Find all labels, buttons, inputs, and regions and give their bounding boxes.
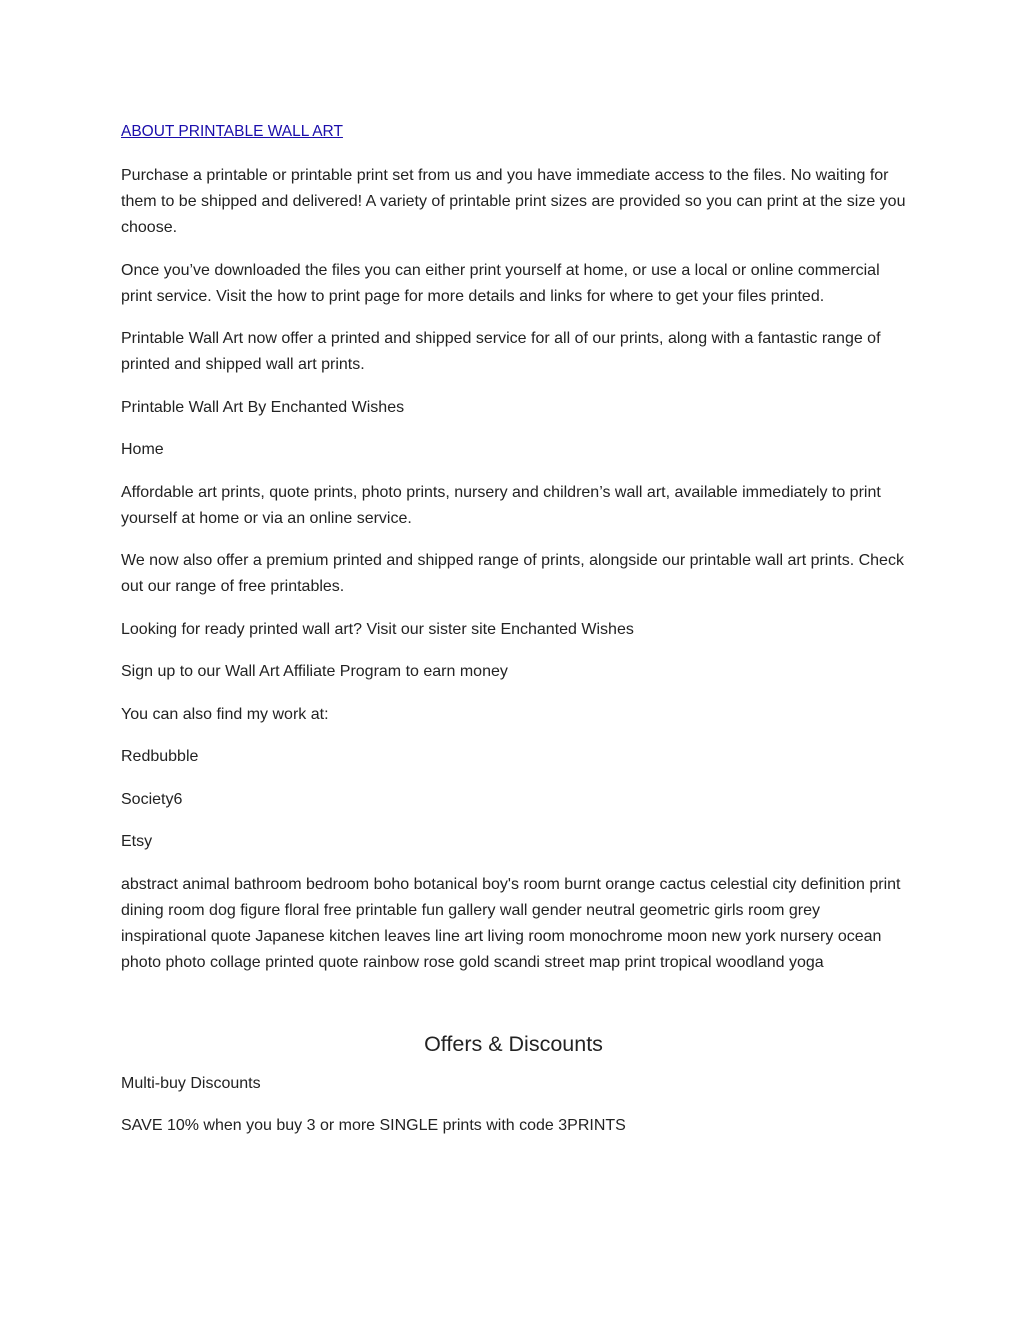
home-text: Home (121, 441, 164, 458)
sister-site-text: Looking for ready printed wall art? Visit our sister site Enchanted Wishes (121, 620, 634, 638)
site-name-text: Printable Wall Art By Enchanted Wishes (121, 398, 405, 416)
redbubble-text: Redbubble (121, 748, 199, 765)
premium-range-paragraph: We now also offer a premium printed and shipped range of prints, alongside our printable wall art prints. Check out our range of free printables. (121, 552, 904, 595)
intro-paragraph: Purchase a printable or printable print set from us and you have immediate access to the files. No waiting for them to be shipped and delivered! A variety of printable print sizes are provided so you can print at the size you choose. (121, 167, 906, 236)
etsy-text: Etsy (121, 833, 153, 850)
find-my-work-text: You can also find my work at: (121, 705, 329, 723)
affordable-prints-paragraph: Affordable art prints, quote prints, photo prints, nursery and children’s wall art, available immediately to print yourself at home or via an online service. (121, 483, 881, 527)
printed-service-paragraph: Printable Wall Art now offer a printed and shipped service for all of our prints, along with a fantastic range of printed and shipped wall art prints. (121, 330, 881, 373)
tag-list-paragraph: abstract animal bathroom bedroom boho botanical boy's room burnt orange cactus celestial city definition print dining room dog figure floral free printable fun gallery wall gender neutral geometric girls room grey inspirational quote Japanese kitchen leaves line art living room monochrome moon new york nursery ocean photo photo collage printed quote rainbow rose gold scandi street map print tropical woodland yoga (121, 875, 901, 971)
affiliate-program-text: Sign up to our Wall Art Affiliate Program to earn money (121, 663, 508, 680)
society6-text: Society6 (121, 790, 183, 808)
about-printable-wall-art-link[interactable]: ABOUT PRINTABLE WALL ART (121, 123, 343, 140)
save-code-text: SAVE 10% when you buy 3 or more SINGLE prints with code 3PRINTS (121, 1117, 626, 1134)
multi-buy-text: Multi-buy Discounts (121, 1074, 261, 1092)
download-paragraph: Once you’ve downloaded the files you can either print yourself at home, or use a local or online commercial print service. Visit the how to print page for more details and links for where to get your files printed. (121, 261, 880, 305)
offers-discounts-title: Offers & Discounts (424, 1031, 603, 1056)
document-body (121, 121, 906, 1156)
